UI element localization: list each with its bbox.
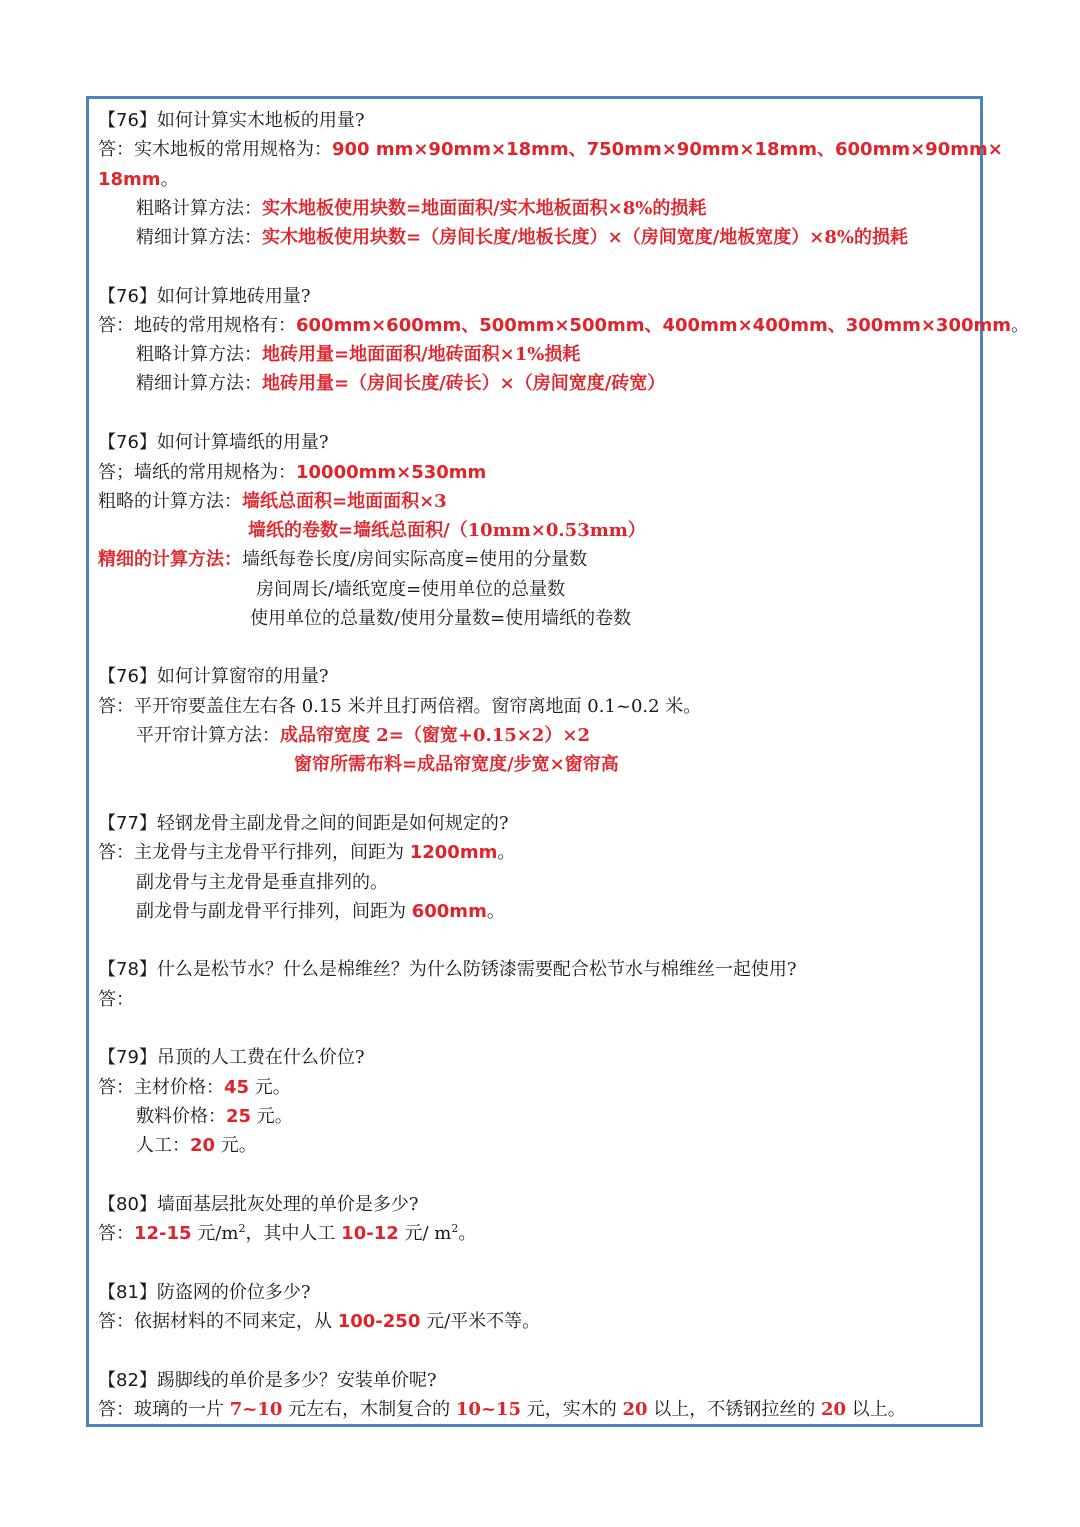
answer-line: 副龙骨与副龙骨平行排列，间距为 600mm。 [136,901,505,922]
question-title: 【80】墙面基层批灰处理的单价是多少? [98,1194,419,1215]
calc-method: 平开帘计算方法：成品帘宽度 2=（窗宽+0.15×2）×2 [136,725,591,746]
answer-line: 答；墙纸的常用规格为：10000mm×530mm [98,462,487,483]
answer-line: 答：主龙骨与主龙骨平行排列，间距为 1200mm。 [98,842,516,863]
answer-line: 副龙骨与主龙骨是垂直排列的。 [136,872,388,893]
fine-method: 精细的计算方法：墙纸每卷长度/房间实际高度=使用的分量数 [98,549,588,570]
question-title: 【76】如何计算地砖用量? [98,286,311,307]
rough-method: 粗略计算方法：实木地板使用块数=地面面积/实木地板面积×8%的损耗 [136,198,707,219]
fine-method: 房间周长/墙纸宽度=使用单位的总量数 [256,579,566,600]
question-title: 【82】踢脚线的单价是多少？安装单价呢? [98,1370,437,1391]
calc-method: 窗帘所需布料=成品帘宽度/步宽×窗帘高 [294,754,619,775]
answer-line: 答：实木地板的常用规格为：900 mm×90mm×18mm、750mm×90mm×18mm、600mm×90mm× [98,139,1003,160]
rough-method: 粗略的计算方法：墙纸总面积=地面面积×3 [98,491,447,512]
answer-line: 答：平开帘要盖住左右各 0.15 米并且打两倍褶。窗帘离地面 0.1~0.2 米。 [98,696,702,717]
question-title: 【76】如何计算墙纸的用量? [98,432,329,453]
question-title: 【79】吊顶的人工费在什么价位? [98,1047,365,1068]
fine-method: 精细计算方法：地砖用量=（房间长度/砖长）×（房间宽度/砖宽） [136,373,666,394]
question-title: 【77】轻钢龙骨主副龙骨之间的间距是如何规定的? [98,813,509,834]
rough-method: 墙纸的卷数=墙纸总面积/（10mm×0.53mm） [248,520,646,541]
answer-line: 答：地砖的常用规格有：600mm×600mm、500mm×500mm、400mm×400mm、300mm×300mm。 [98,315,1030,336]
answer-line: 答： [98,989,134,1010]
answer-line: 人工：20 元。 [136,1135,257,1156]
rough-method: 粗略计算方法：地砖用量=地面面积/地砖面积×1%损耗 [136,344,581,365]
answer-line: 答：主材价格：45 元。 [98,1077,291,1098]
answer-line: 答：依据材料的不同来定，从 100-250 元/平米不等。 [98,1311,541,1332]
answer-line: 答：12-15 元$/m^2$，其中人工 10-12 元/ $m^2$。 [98,1222,477,1244]
answer-line: 答：玻璃的一片 7~10 元左右，木制复合的 10~15 元，实木的 20 以上，不锈钢拉丝的 20 以上。 [98,1399,906,1420]
fine-method: 精细计算方法：实木地板使用块数=（房间长度/地板长度）×（房间宽度/地板宽度）×8%的损耗 [136,227,909,248]
answer-line: 18mm。 [98,169,179,190]
answer-line: 敷料价格：25 元。 [136,1106,293,1127]
fine-method: 使用单位的总量数/使用分量数=使用墙纸的卷数 [250,608,632,629]
question-title: 【76】如何计算窗帘的用量? [98,666,329,687]
question-title: 【76】如何计算实木地板的用量? [98,110,365,131]
question-title: 【78】什么是松节水？什么是棉维丝？为什么防锈漆需要配合松节水与棉维丝一起使用? [98,959,797,980]
question-title: 【81】防盗网的价位多少? [98,1282,311,1303]
